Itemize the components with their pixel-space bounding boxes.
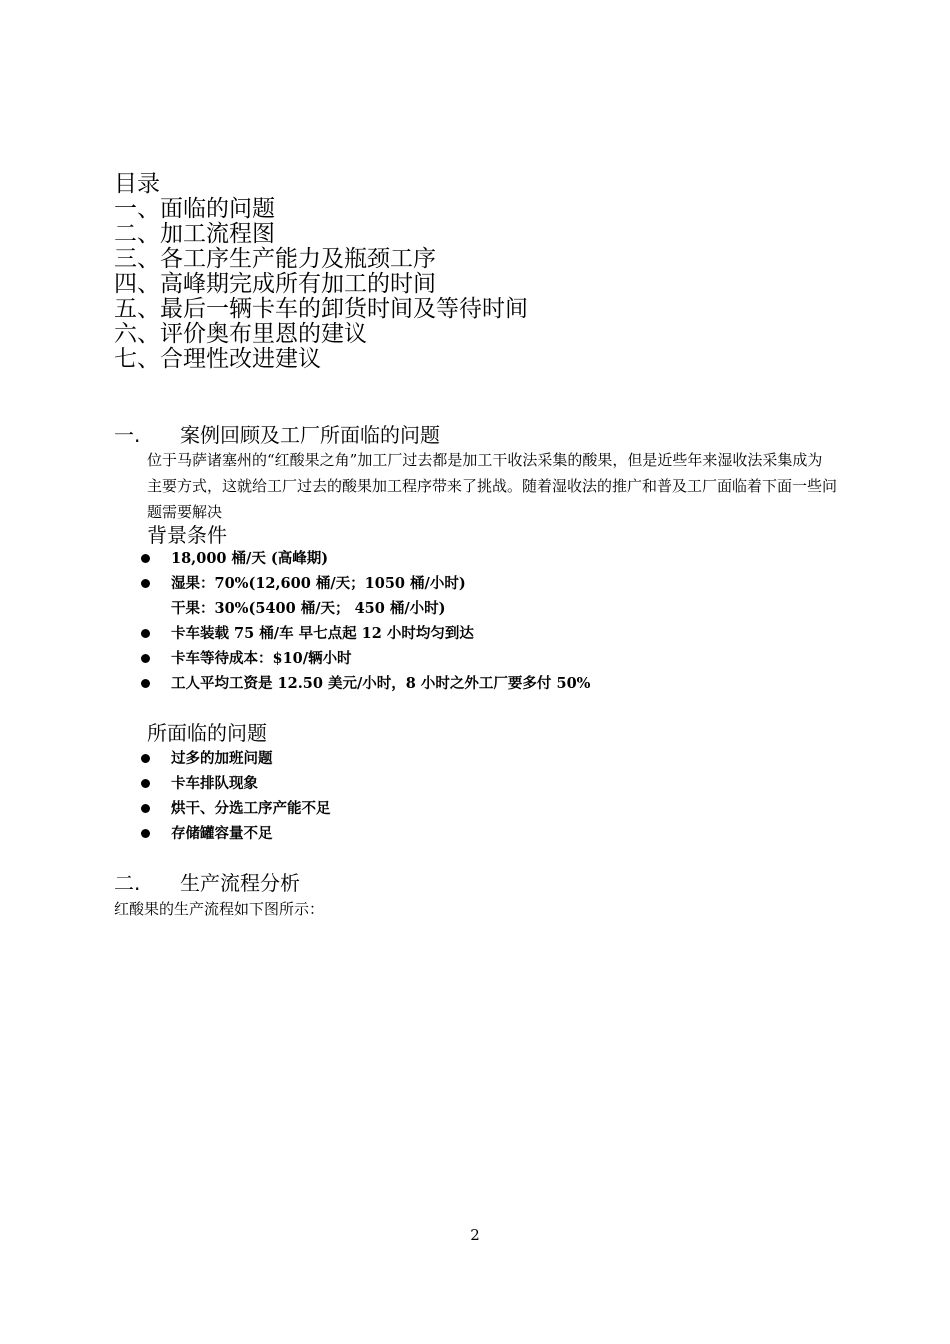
toc-item: 七、合理性改进建议 <box>114 346 321 372</box>
toc-item: 四、高峰期完成所有加工的时间 <box>114 271 436 297</box>
list-item <box>141 671 590 696</box>
bullet-icon <box>141 779 150 788</box>
list-item <box>141 546 590 571</box>
list-item-text: 存储罐容量不足 <box>171 825 273 842</box>
page-number: 2 <box>470 1226 480 1244</box>
bullet-icon <box>141 679 150 688</box>
list-item-text: 过多的加班问题 <box>171 750 273 767</box>
section-2-title: 生产流程分析 <box>180 871 300 895</box>
list-item-text: 工人平均工资是 12.50 美元/小时，8 小时之外工厂要多付 50% <box>171 675 591 692</box>
section-1-title: 案例回顾及工厂所面临的问题 <box>180 423 440 447</box>
list-item <box>141 771 331 796</box>
problems-list <box>141 746 331 846</box>
list-item <box>141 646 590 671</box>
toc-item: 三、各工序生产能力及瓶颈工序 <box>114 246 436 272</box>
list-item <box>141 746 331 771</box>
list-item <box>141 821 331 846</box>
section-1-heading <box>114 422 440 448</box>
background-heading: 背景条件 <box>147 523 227 547</box>
toc-item: 一、面临的问题 <box>114 196 275 222</box>
bullet-icon <box>141 754 150 763</box>
table-of-contents <box>114 172 528 372</box>
list-item-text: 卡车排队现象 <box>171 775 258 792</box>
bullet-icon <box>141 554 150 563</box>
bullet-icon <box>141 579 150 588</box>
section-2-number: 二. <box>114 871 141 895</box>
list-item <box>141 596 590 621</box>
bullet-icon <box>141 654 150 663</box>
section-2-heading <box>114 870 300 896</box>
bullet-icon <box>141 804 150 813</box>
list-item-text: 18,000 桶/天 (高峰期) <box>171 550 329 567</box>
toc-item: 六、评价奥布里恩的建议 <box>114 321 367 347</box>
list-item-text: 卡车装载 75 桶/车 早七点起 12 小时均匀到达 <box>171 625 474 642</box>
list-item-text: 烘干、分选工序产能不足 <box>171 800 331 817</box>
bullet-icon <box>141 629 150 638</box>
toc-item: 五、最后一辆卡车的卸货时间及等待时间 <box>114 296 528 322</box>
problems-heading: 所面临的问题 <box>147 721 267 745</box>
toc-title: 目录 <box>114 171 160 197</box>
list-item <box>141 571 590 596</box>
section-2-text: 红酸果的生产流程如下图所示： <box>114 900 325 918</box>
toc-item: 二、加工流程图 <box>114 221 275 247</box>
section-1-paragraph: 位于马萨诸塞州的“红酸果之角”加工厂过去都是加工干收法采集的酸果，但是近些年来湿收法采集成为主要方式，这就给工厂过去的酸果加工程序带来了挑战。随着湿收法的推广和普及工厂面临着下面一些问题需要解决 <box>147 451 838 521</box>
list-item <box>141 621 590 646</box>
section-1-number: 一. <box>114 423 141 447</box>
list-item-text: 卡车等待成本：$10/辆小时 <box>171 650 352 667</box>
bullet-icon <box>141 829 150 838</box>
list-item <box>141 796 331 821</box>
list-item-text: 湿果：70%(12,600 桶/天；1050 桶/小时) <box>171 575 466 592</box>
list-item-text: 干果：30%(5400 桶/天； 450 桶/小时) <box>171 600 446 617</box>
background-list <box>141 546 590 696</box>
